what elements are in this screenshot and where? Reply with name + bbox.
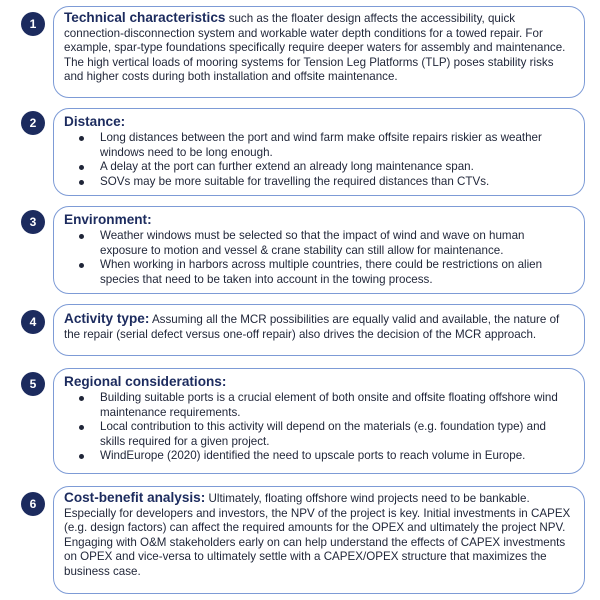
bullet-list <box>64 229 574 287</box>
bullet-item: Building suitable ports is a crucial element of both onsite and offsite floating offshore wind maintenance requirements. <box>100 391 574 420</box>
bullet-item: WindEurope (2020) identified the need to upscale ports to reach volume in Europe. <box>100 449 574 464</box>
number-badge: 6 <box>21 492 45 516</box>
card-distance <box>53 108 585 196</box>
card-regional-considerations <box>53 368 585 474</box>
card-activity-type <box>53 304 585 356</box>
bullet-item: SOVs may be more suitable for travelling the required distances than CTVs. <box>100 175 574 190</box>
bullet-item: Local contribution to this activity will depend on the materials (e.g. foundation type) and skills required for a given project. <box>100 420 574 449</box>
card-text: Assuming all the MCR possibilities are equally valid and available, the nature of the repair (serial defect versus one-off repair) also drives the decision of the MCR approach. <box>64 313 560 341</box>
card-environment <box>53 206 585 294</box>
card-technical-characteristics <box>53 6 585 98</box>
bullet-list <box>64 391 574 464</box>
card-cost-benefit-analysis <box>53 486 585 594</box>
number-badge: 3 <box>21 210 45 234</box>
bullet-item: When working in harbors across multiple countries, there could be restrictions on alien species that need to be taken into account in the towing process. <box>100 258 574 287</box>
card-text: Ultimately, floating offshore wind projects need to be bankable. Especially for developers and investors, the NPV of the project is key. Initial investments in CAPEX (e.g. design factors) can affect the required amounts for the OPEX and ultimately the project NPV. Engaging with O&M stakeholders early on can help understand the effects of CAPEX investments on OPEX and vice-versa to ultimately settle with a CAPEX/OPEX structure that maximizes the business case. <box>64 492 571 578</box>
bullet-list <box>64 131 574 189</box>
number-badge: 2 <box>21 111 45 135</box>
bullet-item: Long distances between the port and wind farm make offsite repairs riskier as weather windows need to be long enough. <box>100 131 574 160</box>
card-text: such as the floater design affects the accessibility, quick connection-disconnection system and workable water depth conditions for a towed repair. For example, spar-type foundations specifically require deeper waters for assembly and maintenance. The high vertical loads of mooring systems for Tension Leg Platforms (TLP) poses stability risks and higher costs during both installation and offsite maintenance. <box>64 12 566 84</box>
card-title: Cost-benefit analysis: <box>64 490 206 505</box>
number-badge: 4 <box>21 310 45 334</box>
card-title: Distance: <box>64 114 126 129</box>
card-title: Technical characteristics <box>64 10 226 25</box>
card-title: Regional considerations: <box>64 374 227 389</box>
bullet-item: Weather windows must be selected so that the impact of wind and wave on human exposure to motion and vessel & crane stability can still allow for maintenance. <box>100 229 574 258</box>
number-badge: 1 <box>21 12 45 36</box>
card-title: Activity type: <box>64 311 150 326</box>
number-badge: 5 <box>21 372 45 396</box>
bullet-item: A delay at the port can further extend an already long maintenance span. <box>100 160 574 175</box>
card-title: Environment: <box>64 212 152 227</box>
